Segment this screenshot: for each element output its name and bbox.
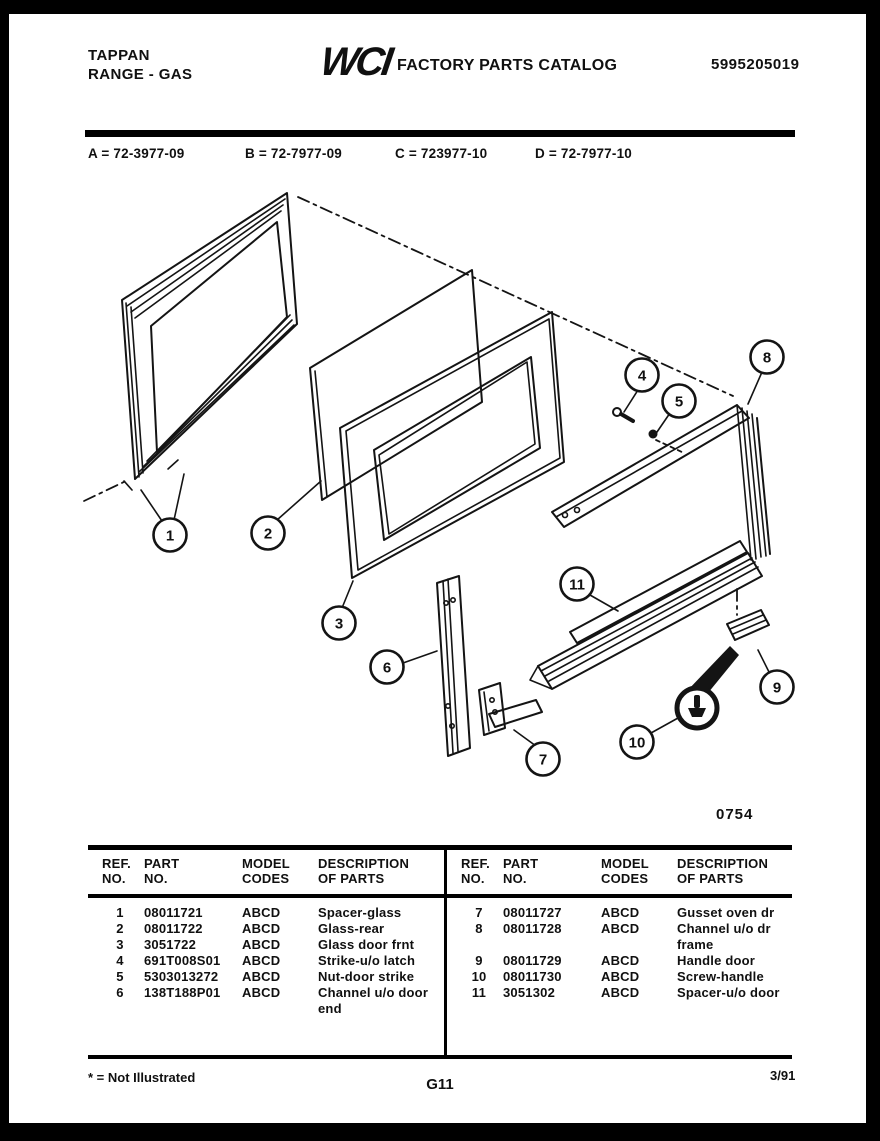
header-rule [85, 130, 795, 137]
model-code-b: B = 72-7977-09 [245, 146, 342, 161]
parts-table-right [444, 850, 792, 1055]
catalog-title: FACTORY PARTS CATALOG [397, 57, 618, 74]
model-code-c: C = 723977-10 [395, 146, 488, 161]
scan-border-right [866, 0, 880, 1141]
table-row: 10 08011730 ABCD Screw-handle [471, 969, 764, 984]
callout-2 [252, 517, 285, 550]
figure-number: 0754 [716, 806, 754, 823]
page-number: G11 [426, 1076, 454, 1093]
table-row: 6 138T188P01 ABCD Channel u/o door end [116, 985, 429, 1016]
svg-text:3: 3 [334, 615, 344, 633]
callout-5 [663, 385, 696, 418]
callout-4 [626, 359, 659, 392]
svg-text:9: 9 [772, 679, 782, 697]
table-header [447, 850, 792, 898]
part-spacer-glass [122, 193, 297, 490]
brand-product-line: RANGE - GAS [88, 66, 193, 83]
callout-8 [751, 341, 784, 374]
table-row: 4 691T008S01 ABCD Strike-u/o latch [116, 953, 416, 968]
construction-lines [84, 197, 737, 615]
brand-name: TAPPAN [88, 47, 150, 64]
col-ref: REF. NO. [102, 856, 131, 886]
col-codes: MODEL CODES [242, 856, 290, 886]
scan-border-top [0, 0, 880, 14]
callout-11 [561, 568, 594, 601]
col-desc: DESCRIPTION OF PARTS [677, 856, 769, 886]
callout-7 [527, 743, 560, 776]
publication-number: 5995205019 [711, 56, 800, 73]
table-row: 5 5303013272 ABCD Nut-door strike [116, 969, 415, 984]
callout-10 [621, 726, 654, 759]
wci-logo: WCI [317, 40, 393, 84]
table-row: 2 08011722 ABCD Glass-rear [116, 921, 385, 936]
parts-table-left [88, 850, 444, 1055]
parts-table [88, 845, 792, 1059]
svg-text:10: 10 [628, 734, 646, 752]
table-row: 8 08011728 ABCD Channel u/o dr frame [475, 921, 771, 952]
svg-text:11: 11 [569, 576, 585, 594]
svg-text:7: 7 [538, 751, 548, 769]
callout-6 [371, 651, 404, 684]
col-ref: REF. NO. [461, 856, 490, 886]
col-codes: MODEL CODES [601, 856, 649, 886]
svg-text:4: 4 [637, 367, 647, 385]
callout-leaders [141, 372, 770, 746]
table-row: 1 08011721 ABCD Spacer-glass [116, 905, 402, 920]
svg-text:1: 1 [165, 527, 175, 545]
part-handle-door [727, 610, 769, 640]
scan-border-left [0, 0, 9, 1141]
part-strike-latch [613, 408, 633, 421]
table-header [88, 850, 444, 898]
callout-9 [761, 671, 794, 704]
brand-block [88, 46, 192, 84]
svg-text:6: 6 [382, 659, 392, 677]
part-glass-rear [310, 270, 482, 500]
part-screw-handle [677, 646, 739, 728]
callout-3 [323, 607, 356, 640]
svg-text:2: 2 [263, 525, 273, 543]
col-part: PART NO. [503, 856, 539, 886]
table-row: 3 3051722 ABCD Glass door frnt [116, 937, 415, 952]
callout-1 [154, 519, 187, 552]
table-row: 7 08011727 ABCD Gusset oven dr [475, 905, 775, 920]
part-nut-door-strike [649, 430, 658, 439]
exploded-door-diagram [70, 185, 810, 835]
part-gusset-oven-door [479, 683, 542, 735]
table-row: 11 3051302 ABCD Spacer-u/o door [471, 985, 780, 1000]
table-row: 9 08011729 ABCD Handle door [475, 953, 756, 968]
revision-date: 3/91 [770, 1068, 796, 1083]
svg-text:8: 8 [762, 349, 772, 367]
svg-text:5: 5 [674, 393, 684, 411]
part-channel-door-end [437, 576, 470, 756]
scan-border-bottom [0, 1123, 880, 1141]
model-code-a: A = 72-3977-09 [88, 146, 185, 161]
part-channel-door-frame [552, 405, 770, 560]
model-code-d: D = 72-7977-10 [535, 146, 632, 161]
table-body-left [88, 898, 444, 1055]
table-body-right [447, 898, 792, 1055]
not-illustrated-legend: * = Not Illustrated [88, 1070, 196, 1085]
part-glass-door-front [340, 312, 564, 578]
col-part: PART NO. [144, 856, 180, 886]
col-desc: DESCRIPTION OF PARTS [318, 856, 410, 886]
